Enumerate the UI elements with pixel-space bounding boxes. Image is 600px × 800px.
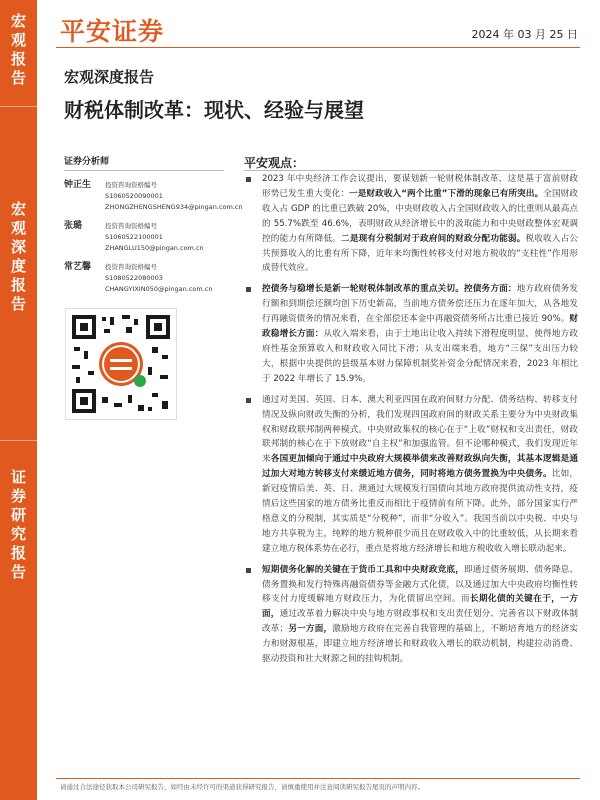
bullet-square-icon [246,568,251,573]
analyst-email[interactable]: ZHONGZHENGSHENG934@pingan.com.cn [105,203,243,211]
analyst-info [105,180,163,202]
key-point-emphasis: 一是财政收入“两个比重”下滑的现象已有所突出。 [349,188,544,199]
side-divider [0,106,37,107]
key-point-emphasis: 各国更加倾向于通过中央政府大规模举债来改善财政纵向失衡，其基本逻辑是通过加大对地方转移支付来缓近地方债务，同时将地方债务置换为中央债务。 [262,454,578,480]
side-label-macro-report [0,12,37,88]
side-label-deep-report [0,200,37,314]
side-char: 观 [10,31,26,49]
analyst-cert-label: 投资咨询资格编号 [105,222,157,230]
qr-code-graphic [66,309,176,419]
key-point-text: 2023 年中央经济工作会议提出，要谋划新一轮财税体制改革，这是基于富前财政形势已发生重大变化： [262,174,578,199]
key-points-divider [244,170,576,171]
side-char: 报 [10,276,26,294]
key-point-emphasis: 财政稳增长方面： [262,314,578,340]
key-point-paragraph [244,172,578,276]
side-char: 报 [10,50,26,68]
header-divider [56,47,580,48]
key-point-text: 地方政府债务发行额和到期偿还额均创下历史新高，当前地方债务偿还压力在逐年加大，从各地发行再融资债务的情况来看，在全部偿还本金中再融资债务所占比重已接近 90%。 [262,284,578,325]
analyst-cert-number: S1060520090001 [105,192,163,200]
analyst-info [105,262,163,284]
analyst-cert-label: 投资咨询资格编号 [105,181,157,189]
key-point-emphasis: 二是现有分税制对于政府间的财政分配功能弱。 [341,233,526,244]
side-char: 告 [10,69,26,87]
report-title: 财税体制改革：现状、经验与展望 [64,98,364,122]
key-point-emphasis: 长期化债的关键在于，一方面， [262,594,578,620]
key-points-list [244,172,578,667]
side-char: 报 [10,544,26,562]
report-date: 2024 年 03 月 25 日 [471,28,578,41]
key-point-paragraph [244,563,578,667]
bullet-square-icon [246,287,251,292]
analyst-name: 常艺馨 [64,262,92,272]
bullet-square-icon [246,177,251,182]
key-point-text: 通过改革着力解决中央与地方财政事权和支出责任划分、完善省以下财政体制改革； [262,609,578,635]
analyst-cert-number: S1060522100001 [105,233,163,241]
analyst-cert-label: 投资咨询资格编号 [105,263,157,271]
key-point-text: 通过对美国、英国、日本、澳大利亚四国在政府间财力分配、债务结构、转移支付情况及纵向财政失衡的分析，我们发现四国政府间的财政关系主要分为中央财政集权和财政联邦制两种模式。中央财政集权的核心在于“上收”财权和支出责任，财政联邦制的核心在于下放财政“自主权”和加强监管。但不论哪种模式，我们发现近年来 [262,394,578,465]
key-point-emphasis: 短期债务化解的关键在于货币工具和中央财政竞底， [262,564,464,575]
analyst-email[interactable]: CHANGYIXIN050@pingan.com.cn [105,285,213,293]
analyst-name: 钟正生 [64,180,92,190]
side-char: 告 [10,295,26,313]
company-logo: 平安证券 [60,17,165,46]
side-char: 告 [10,563,26,581]
side-char: 深 [10,238,26,256]
key-points-title: 平安观点： [244,156,305,170]
analyst-info [105,221,163,243]
footer-disclaimer: 请通过合法途径获取本公司研究报告，如经由未经许可的渠道获得研究报告，请慎重使用并注意阅读研究报告尾页的声明内容。 [60,783,424,791]
side-bar [0,0,37,800]
footer-divider [56,778,580,779]
key-point-text: 税收收入占公共预算收入的比重有所下降，近年来均衡性转移支付对地方税收的“支柱性”作用形成替代效应。 [262,233,578,274]
key-point-text: 激励地方政府在完善自我管理的基础上，不断培育地方的经济实力和财源根基，即建立地方经济增长和财政收入增长的联动机制，构建拉动消费、驱动投资和社大财源之间的挂钩机制。 [262,624,578,665]
key-point-emphasis: 控债务与稳增长是新一轮财税体制改革的重点关切。控债务方面： [262,284,517,295]
key-point-text: 从收入端来看，由于土地出让收入持续下滑程度明显，使得地方政府性基金预算收入和财政收入同比下滑；从支出端来看，地方“三保”支出压力较大，根据中央提供的县级基本财力保障机制奖补资金分配情况来看，2023 年相比于 2022 年增长了 15.9%。 [262,329,578,384]
analysts-heading: 证券分析师 [64,157,110,167]
report-type: 宏观深度报告 [64,68,155,86]
side-label-research-report [0,468,37,582]
key-point-text: 全国财政收入占 GDP 的比重已跌破 20%，中央财政收入占全国财政收入的比重则从最高点的 55.7%跌至 46.6%，表明财政从经济增长中的汲取能力和中央财政整体宏观调控的能力有所降低。 [262,188,578,244]
key-point-text: 即通过债务展期、债务降息、债务置换和发行特殊再融资债券等金融方式化债，以及通过加大中央政府均衡性转移支付力度缓解地方财政压力，为化债留出空间。而 [262,564,578,605]
key-point-paragraph [244,282,578,386]
side-char: 证 [10,468,26,486]
key-point-paragraph [244,393,578,557]
side-char: 度 [10,257,26,275]
side-char: 券 [10,487,26,505]
side-char: 宏 [10,200,26,218]
analyst-email[interactable]: ZHANGLU150@pingan.com.cn [105,244,204,252]
side-divider [0,440,37,441]
key-point-text: 比如，新冠疫情后美、英、日、澳通过大规模发行国债向其地方政府提供流动性支持，疫情后这些国家的地方债务比重反而相比于疫情前有所下降。此外，部分国家实行严格意义的分税制，其实质是“分税种”，而非“分收入”。我国当前以中央税、中央与地方共享税为主，纯粹的地方税种很少而且在财政收入中的比重较低，从长期来看建立地方税体系势在必行，重点是将地方经济增长和地方税收收入增长联动起来。 [262,469,578,554]
side-char: 研 [10,506,26,524]
bullet-square-icon [246,398,251,403]
analysts-divider [64,170,224,171]
analyst-name: 张璐 [64,221,83,231]
side-char: 观 [10,219,26,237]
analyst-cert-number: S1080522080003 [105,274,163,282]
side-char: 宏 [10,12,26,30]
side-char: 究 [10,525,26,543]
qr-code[interactable] [65,308,177,420]
key-point-emphasis: 另一方面， [288,624,333,635]
